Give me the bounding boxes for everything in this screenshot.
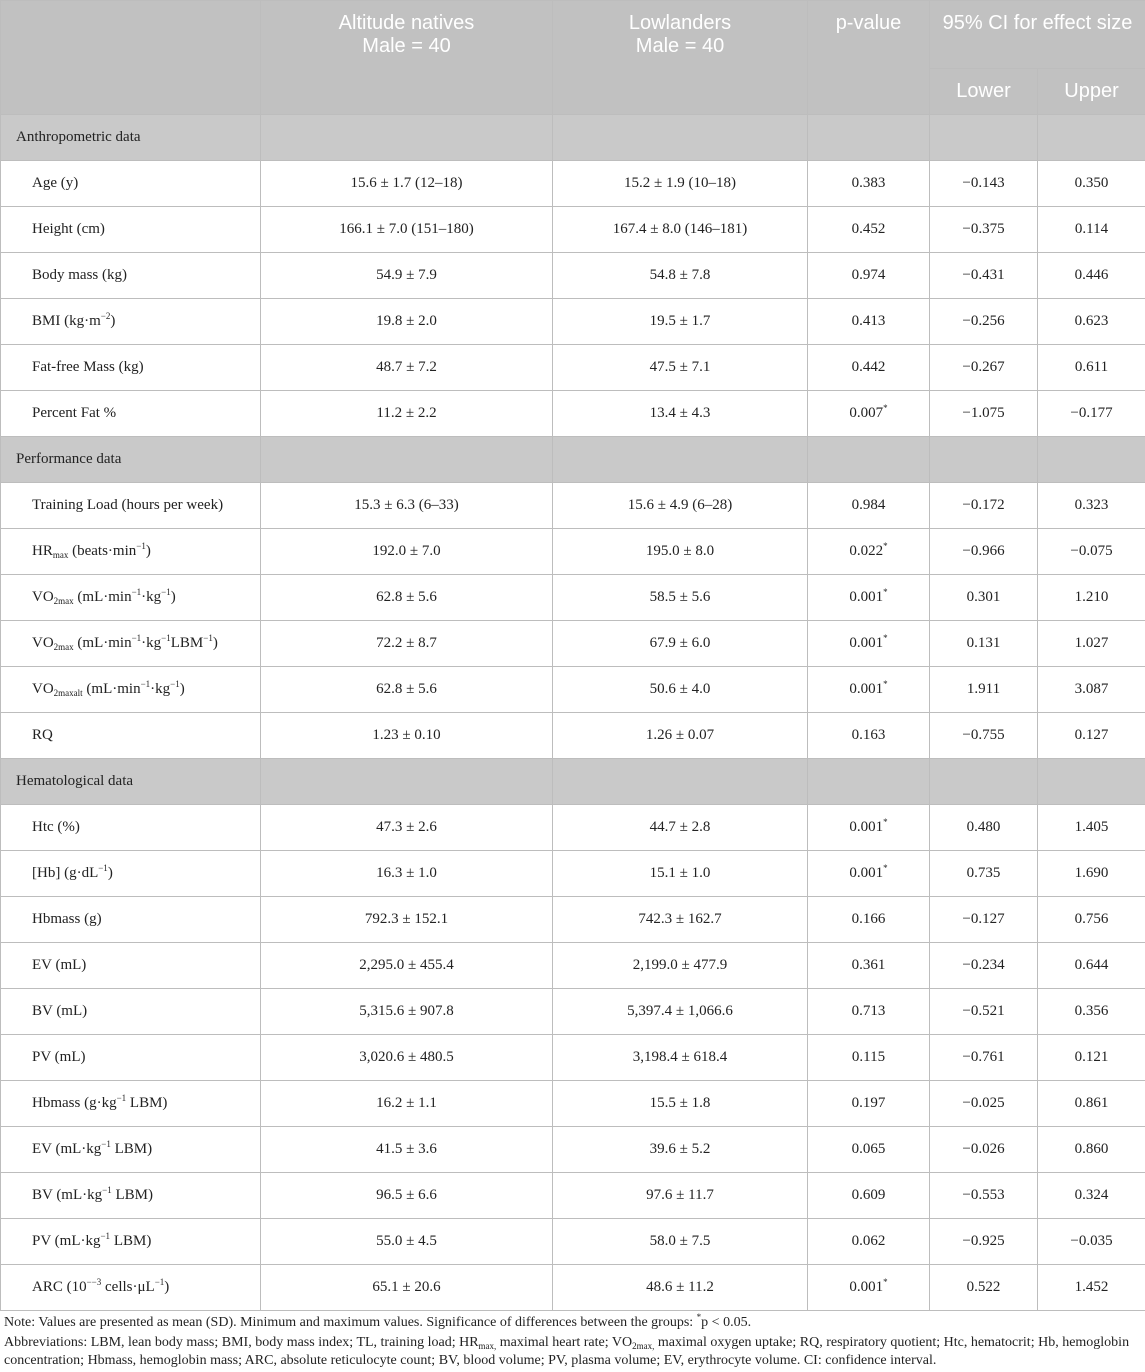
- cell-ci-upper: 0.121: [1038, 1035, 1145, 1081]
- pvalue-text: 0.974: [851, 267, 886, 283]
- cell-ci-lower: −0.553: [930, 1173, 1038, 1219]
- cell-ci-upper: 0.114: [1038, 207, 1145, 253]
- cell-ci-upper: 0.356: [1038, 989, 1145, 1035]
- row-label: Htc (%): [1, 805, 261, 851]
- significance-marker: *: [883, 633, 888, 643]
- table-row: [1, 575, 1145, 621]
- cell-lowlanders: 97.6 ± 11.7: [553, 1173, 808, 1219]
- cell-lowlanders: 13.4 ± 4.3: [553, 391, 808, 437]
- table-row: [1, 253, 1145, 299]
- cell-lowlanders: 742.3 ± 162.7: [553, 897, 808, 943]
- section-cell-empty: [930, 115, 1038, 161]
- cell-pvalue: [808, 391, 930, 437]
- cell-altitude-natives: 72.2 ± 8.7: [261, 621, 553, 667]
- cell-altitude-natives: 96.5 ± 6.6: [261, 1173, 553, 1219]
- cell-ci-lower: 0.131: [930, 621, 1038, 667]
- row-label-part: cells·μL: [101, 1279, 155, 1295]
- table-row: [1, 667, 1145, 713]
- cell-pvalue: [808, 989, 930, 1035]
- table-row: [1, 713, 1145, 759]
- cell-ci-lower: −0.234: [930, 943, 1038, 989]
- cell-ci-lower: −0.143: [930, 161, 1038, 207]
- cell-ci-lower: −1.075: [930, 391, 1038, 437]
- row-label-part: HR: [32, 543, 53, 559]
- cell-pvalue: [808, 299, 930, 345]
- footnote-star: *: [696, 1312, 702, 1322]
- cell-altitude-natives: 19.8 ± 2.0: [261, 299, 553, 345]
- pvalue-text: 0.065: [851, 1141, 886, 1157]
- table-row: [1, 391, 1145, 437]
- section-cell-empty: [261, 759, 553, 805]
- cell-ci-upper: −0.035: [1038, 1219, 1145, 1265]
- cell-altitude-natives: 792.3 ± 152.1: [261, 897, 553, 943]
- cell-ci-lower: −0.925: [930, 1219, 1038, 1265]
- row-label: [1, 1127, 261, 1173]
- row-label-part: BV (mL·kg: [32, 1187, 103, 1203]
- cell-lowlanders: 47.5 ± 7.1: [553, 345, 808, 391]
- section-cell-empty: [553, 437, 808, 483]
- pvalue-text: 0.442: [851, 359, 886, 375]
- row-label: Fat-free Mass (kg): [1, 345, 261, 391]
- row-label: [1, 851, 261, 897]
- significance-marker: *: [883, 587, 888, 597]
- header-ci: 95% CI for effect size: [930, 1, 1145, 69]
- header-lowlanders-line1: Lowlanders: [628, 12, 732, 34]
- cell-pvalue: [808, 851, 930, 897]
- row-label-part: −1: [100, 1231, 111, 1241]
- row-label-part: ARC (10: [32, 1279, 87, 1295]
- cell-pvalue: [808, 483, 930, 529]
- row-label-part: −1: [154, 1277, 165, 1287]
- cell-pvalue: [808, 667, 930, 713]
- pvalue-text: 0.166: [851, 911, 886, 927]
- table-row: [1, 1173, 1145, 1219]
- section-cell-empty: [1038, 759, 1145, 805]
- header-upper: Upper: [1038, 69, 1145, 115]
- table-row: [1, 897, 1145, 943]
- row-label-part: ): [164, 1279, 170, 1295]
- cell-lowlanders: 15.2 ± 1.9 (10–18): [553, 161, 808, 207]
- significance-marker: *: [883, 541, 888, 551]
- table-row: [1, 621, 1145, 667]
- row-label: PV (mL): [1, 1035, 261, 1081]
- header-blank: [1, 1, 261, 115]
- cell-ci-upper: 0.324: [1038, 1173, 1145, 1219]
- row-label-part: −1: [131, 633, 142, 643]
- row-label-part: ): [212, 635, 218, 651]
- pvalue-text: 0.007: [849, 405, 884, 421]
- cell-lowlanders: 167.4 ± 8.0 (146–181): [553, 207, 808, 253]
- cell-ci-upper: 1.690: [1038, 851, 1145, 897]
- section-cell-empty: [808, 115, 930, 161]
- cell-pvalue: [808, 1127, 930, 1173]
- cell-ci-upper: 0.323: [1038, 483, 1145, 529]
- cell-ci-upper: 3.087: [1038, 667, 1145, 713]
- cell-pvalue: [808, 529, 930, 575]
- row-label-part: 2max: [53, 596, 74, 606]
- cell-lowlanders: 58.0 ± 7.5: [553, 1219, 808, 1265]
- cell-ci-lower: 0.735: [930, 851, 1038, 897]
- pvalue-text: 0.001: [849, 635, 884, 651]
- header-lowlanders: [553, 1, 808, 115]
- pvalue-text: 0.001: [849, 681, 884, 697]
- cell-altitude-natives: 41.5 ± 3.6: [261, 1127, 553, 1173]
- cell-pvalue: [808, 1219, 930, 1265]
- row-label-part: −1: [140, 679, 151, 689]
- cell-ci-upper: 1.027: [1038, 621, 1145, 667]
- row-label-part: −1: [102, 1185, 112, 1195]
- row-label: [1, 1265, 261, 1311]
- row-label: [1, 1219, 261, 1265]
- row-label-part: (beats·min: [68, 543, 137, 559]
- footnote-note-text: Note: Values are presented as mean (SD). Minimum and maximum values. Significance of differences between the groups:: [4, 1315, 697, 1330]
- row-label: [1, 299, 261, 345]
- pvalue-text: 0.001: [849, 589, 884, 605]
- cell-ci-upper: 1.210: [1038, 575, 1145, 621]
- cell-lowlanders: 195.0 ± 8.0: [553, 529, 808, 575]
- cell-lowlanders: 67.9 ± 6.0: [553, 621, 808, 667]
- footnote-note: [4, 1314, 1139, 1332]
- row-label: Hbmass (g): [1, 897, 261, 943]
- cell-pvalue: [808, 621, 930, 667]
- row-label-part: −1: [136, 541, 146, 551]
- cell-lowlanders: 15.6 ± 4.9 (6–28): [553, 483, 808, 529]
- cell-altitude-natives: 5,315.6 ± 907.8: [261, 989, 553, 1035]
- section-cell-empty: [1038, 115, 1145, 161]
- row-label-part: max: [52, 550, 69, 560]
- cell-pvalue: [808, 253, 930, 299]
- cell-ci-lower: −0.127: [930, 897, 1038, 943]
- pvalue-text: 0.609: [851, 1187, 886, 1203]
- table-row: [1, 943, 1145, 989]
- cell-altitude-natives: 16.3 ± 1.0: [261, 851, 553, 897]
- row-label-part: (mL·min: [73, 589, 132, 605]
- row-label-part: (mL·min: [82, 681, 141, 697]
- cell-pvalue: [808, 1081, 930, 1127]
- table-row: [1, 529, 1145, 575]
- row-label-part: LBM): [111, 1187, 153, 1203]
- footnote-abbreviations: [4, 1334, 1139, 1370]
- cell-ci-lower: −0.025: [930, 1081, 1038, 1127]
- row-label-part: ): [107, 865, 113, 881]
- cell-altitude-natives: 2,295.0 ± 455.4: [261, 943, 553, 989]
- cell-lowlanders: 19.5 ± 1.7: [553, 299, 808, 345]
- row-label-part: −2: [100, 311, 111, 321]
- cell-altitude-natives: 1.23 ± 0.10: [261, 713, 553, 759]
- row-label: Training Load (hours per week): [1, 483, 261, 529]
- cell-ci-lower: 1.911: [930, 667, 1038, 713]
- section-cell-empty: [808, 437, 930, 483]
- cell-pvalue: [808, 943, 930, 989]
- cell-ci-upper: 0.644: [1038, 943, 1145, 989]
- pvalue-text: 0.163: [851, 727, 886, 743]
- row-label-part: VO: [32, 681, 54, 697]
- pvalue-text: 0.197: [851, 1095, 886, 1111]
- cell-lowlanders: 54.8 ± 7.8: [553, 253, 808, 299]
- cell-lowlanders: 3,198.4 ± 618.4: [553, 1035, 808, 1081]
- cell-pvalue: [808, 805, 930, 851]
- cell-altitude-natives: 62.8 ± 5.6: [261, 575, 553, 621]
- cell-ci-upper: 0.127: [1038, 713, 1145, 759]
- pvalue-text: 0.001: [849, 819, 884, 835]
- cell-lowlanders: 48.6 ± 11.2: [553, 1265, 808, 1311]
- row-label-part: (mL·min: [73, 635, 132, 651]
- row-label-part: −1: [161, 587, 171, 597]
- row-label: Age (y): [1, 161, 261, 207]
- row-label-part: ): [110, 313, 116, 329]
- section-row: [1, 759, 1145, 805]
- cell-altitude-natives: 47.3 ± 2.6: [261, 805, 553, 851]
- cell-pvalue: [808, 1035, 930, 1081]
- cell-altitude-natives: 48.7 ± 7.2: [261, 345, 553, 391]
- row-label: [1, 621, 261, 667]
- cell-lowlanders: 1.26 ± 0.07: [553, 713, 808, 759]
- cell-ci-upper: 1.452: [1038, 1265, 1145, 1311]
- section-row: [1, 437, 1145, 483]
- cell-altitude-natives: 15.3 ± 6.3 (6–33): [261, 483, 553, 529]
- cell-pvalue: [808, 575, 930, 621]
- cell-ci-lower: −0.375: [930, 207, 1038, 253]
- cell-pvalue: [808, 161, 930, 207]
- cell-ci-lower: −0.172: [930, 483, 1038, 529]
- table-row: [1, 1127, 1145, 1173]
- row-label-part: ·kg: [141, 635, 162, 651]
- row-label-part: EV (mL·kg: [32, 1141, 102, 1157]
- cell-ci-lower: −0.267: [930, 345, 1038, 391]
- cell-ci-upper: 1.405: [1038, 805, 1145, 851]
- row-label-part: −1: [98, 863, 108, 873]
- row-label: Height (cm): [1, 207, 261, 253]
- row-label-part: BMI (kg·m: [32, 313, 101, 329]
- section-row: [1, 115, 1145, 161]
- section-label: Anthropometric data: [1, 115, 261, 161]
- row-label: [1, 575, 261, 621]
- table-row: [1, 851, 1145, 897]
- row-label-part: LBM: [170, 635, 204, 651]
- significance-marker: *: [883, 863, 888, 873]
- cell-altitude-natives: 62.8 ± 5.6: [261, 667, 553, 713]
- table-row: [1, 483, 1145, 529]
- row-label-part: −1: [131, 587, 142, 597]
- cell-ci-lower: −0.966: [930, 529, 1038, 575]
- table-row: [1, 161, 1145, 207]
- pvalue-text: 0.383: [851, 175, 886, 191]
- row-label-part: Hbmass (g·kg: [32, 1095, 117, 1111]
- section-cell-empty: [930, 437, 1038, 483]
- section-cell-empty: [930, 759, 1038, 805]
- footnote-note-text-end: p < 0.05.: [701, 1315, 752, 1330]
- section-cell-empty: [1038, 437, 1145, 483]
- header-altitude-natives: [261, 1, 553, 115]
- cell-altitude-natives: 54.9 ± 7.9: [261, 253, 553, 299]
- cell-ci-upper: 0.860: [1038, 1127, 1145, 1173]
- row-label-part: −1: [161, 633, 171, 643]
- cell-ci-upper: −0.075: [1038, 529, 1145, 575]
- pvalue-text: 0.413: [851, 313, 886, 329]
- cell-ci-lower: 0.301: [930, 575, 1038, 621]
- pvalue-text: 0.713: [851, 1003, 886, 1019]
- row-label-part: −1: [101, 1139, 111, 1149]
- cell-ci-upper: 0.350: [1038, 161, 1145, 207]
- row-label-part: [Hb] (g·dL: [32, 865, 99, 881]
- row-label: EV (mL): [1, 943, 261, 989]
- cell-ci-upper: −0.177: [1038, 391, 1145, 437]
- row-label-part: 2max: [53, 642, 74, 652]
- row-label-part: ): [170, 589, 176, 605]
- section-cell-empty: [261, 437, 553, 483]
- pvalue-text: 0.022: [849, 543, 884, 559]
- header-altitude-line2: Male = 40: [362, 35, 451, 57]
- cell-altitude-natives: 55.0 ± 4.5: [261, 1219, 553, 1265]
- row-label: Percent Fat %: [1, 391, 261, 437]
- table-row: [1, 1265, 1145, 1311]
- row-label-part: VO: [32, 589, 54, 605]
- pvalue-text: 0.001: [849, 1279, 884, 1295]
- abbr-text-b: maximal heart rate; VO: [496, 1335, 633, 1350]
- row-label: Body mass (kg): [1, 253, 261, 299]
- table-row: [1, 1219, 1145, 1265]
- header-altitude-line1: Altitude natives: [338, 12, 475, 34]
- row-label-part: −1: [170, 679, 180, 689]
- pvalue-text: 0.115: [851, 1049, 886, 1065]
- cell-lowlanders: 15.1 ± 1.0: [553, 851, 808, 897]
- cell-altitude-natives: 15.6 ± 1.7 (12–18): [261, 161, 553, 207]
- row-label: [1, 667, 261, 713]
- cell-lowlanders: 39.6 ± 5.2: [553, 1127, 808, 1173]
- cell-ci-lower: −0.761: [930, 1035, 1038, 1081]
- table-row: [1, 1081, 1145, 1127]
- pvalue-text: 0.361: [851, 957, 886, 973]
- cell-lowlanders: 58.5 ± 5.6: [553, 575, 808, 621]
- section-label: Performance data: [1, 437, 261, 483]
- row-label: RQ: [1, 713, 261, 759]
- cell-ci-lower: 0.522: [930, 1265, 1038, 1311]
- significance-marker: *: [883, 403, 888, 413]
- pvalue-text: 0.001: [849, 865, 884, 881]
- cell-ci-upper: 0.861: [1038, 1081, 1145, 1127]
- cell-altitude-natives: 11.2 ± 2.2: [261, 391, 553, 437]
- cell-ci-upper: 0.623: [1038, 299, 1145, 345]
- cell-pvalue: [808, 207, 930, 253]
- table-row: [1, 345, 1145, 391]
- pvalue-text: 0.452: [851, 221, 886, 237]
- cell-altitude-natives: 3,020.6 ± 480.5: [261, 1035, 553, 1081]
- row-label-part: 2maxalt: [53, 688, 83, 698]
- header-lowlanders-line2: Male = 40: [635, 35, 725, 57]
- row-label: [1, 1173, 261, 1219]
- table-row: [1, 299, 1145, 345]
- cell-altitude-natives: 16.2 ± 1.1: [261, 1081, 553, 1127]
- abbr-sub-1: max,: [478, 1341, 497, 1351]
- row-label-part: ): [145, 543, 151, 559]
- row-label-part: ·kg: [150, 681, 171, 697]
- cell-ci-lower: 0.480: [930, 805, 1038, 851]
- cell-ci-lower: −0.026: [930, 1127, 1038, 1173]
- cell-pvalue: [808, 345, 930, 391]
- significance-marker: *: [883, 679, 888, 689]
- abbr-text-a: Abbreviations: LBM, lean body mass; BMI, body mass index; TL, training load; HR: [4, 1335, 479, 1350]
- section-cell-empty: [261, 115, 553, 161]
- table-row: [1, 1035, 1145, 1081]
- table-row: [1, 207, 1145, 253]
- row-label: BV (mL): [1, 989, 261, 1035]
- row-label-part: LBM): [126, 1095, 168, 1111]
- cell-altitude-natives: 192.0 ± 7.0: [261, 529, 553, 575]
- row-label: [1, 1081, 261, 1127]
- row-label-part: LBM): [110, 1233, 152, 1249]
- cell-lowlanders: 2,199.0 ± 477.9: [553, 943, 808, 989]
- cell-ci-upper: 0.446: [1038, 253, 1145, 299]
- cell-altitude-natives: 166.1 ± 7.0 (151–180): [261, 207, 553, 253]
- cell-pvalue: [808, 1265, 930, 1311]
- pvalue-text: 0.984: [851, 497, 886, 513]
- row-label-part: −−3: [86, 1277, 102, 1287]
- cell-pvalue: [808, 897, 930, 943]
- header-lower: Lower: [930, 69, 1038, 115]
- cell-lowlanders: 50.6 ± 4.0: [553, 667, 808, 713]
- row-label: [1, 529, 261, 575]
- section-cell-empty: [808, 759, 930, 805]
- abbr-sub-2: 2max,: [632, 1341, 655, 1351]
- row-label-part: VO: [32, 635, 54, 651]
- pvalue-text: 0.062: [851, 1233, 886, 1249]
- row-label-part: −1: [116, 1093, 127, 1103]
- significance-marker: *: [883, 817, 888, 827]
- cell-pvalue: [808, 1173, 930, 1219]
- cell-ci-lower: −0.755: [930, 713, 1038, 759]
- row-label-part: ·kg: [141, 589, 162, 605]
- header-pvalue: p-value: [808, 1, 930, 115]
- cell-lowlanders: 44.7 ± 2.8: [553, 805, 808, 851]
- significance-marker: *: [883, 1277, 888, 1287]
- cell-ci-lower: −0.256: [930, 299, 1038, 345]
- cell-ci-upper: 0.756: [1038, 897, 1145, 943]
- cell-ci-lower: −0.431: [930, 253, 1038, 299]
- row-label-part: PV (mL·kg: [32, 1233, 101, 1249]
- abbr-text-c: maximal oxygen uptake; RQ, respiratory quotient; Htc, hematocrit; Hb, hemoglobin concentration; Hbmass, hemoglobin mass; ARC, absolute reticulocyte count; BV, blood volume; PV, plasma volume; EV, erythrocyte volume. CI: confidence interval.: [4, 1335, 1130, 1368]
- row-label-part: ): [179, 681, 185, 697]
- table-row: [1, 989, 1145, 1035]
- section-cell-empty: [553, 115, 808, 161]
- table-row: [1, 805, 1145, 851]
- cell-altitude-natives: 65.1 ± 20.6: [261, 1265, 553, 1311]
- row-label-part: −1: [203, 633, 213, 643]
- row-label-part: LBM): [110, 1141, 153, 1157]
- cell-lowlanders: 15.5 ± 1.8: [553, 1081, 808, 1127]
- cell-lowlanders: 5,397.4 ± 1,066.6: [553, 989, 808, 1035]
- cell-pvalue: [808, 713, 930, 759]
- cell-ci-upper: 0.611: [1038, 345, 1145, 391]
- cell-ci-lower: −0.521: [930, 989, 1038, 1035]
- section-label: Hematological data: [1, 759, 261, 805]
- section-cell-empty: [553, 759, 808, 805]
